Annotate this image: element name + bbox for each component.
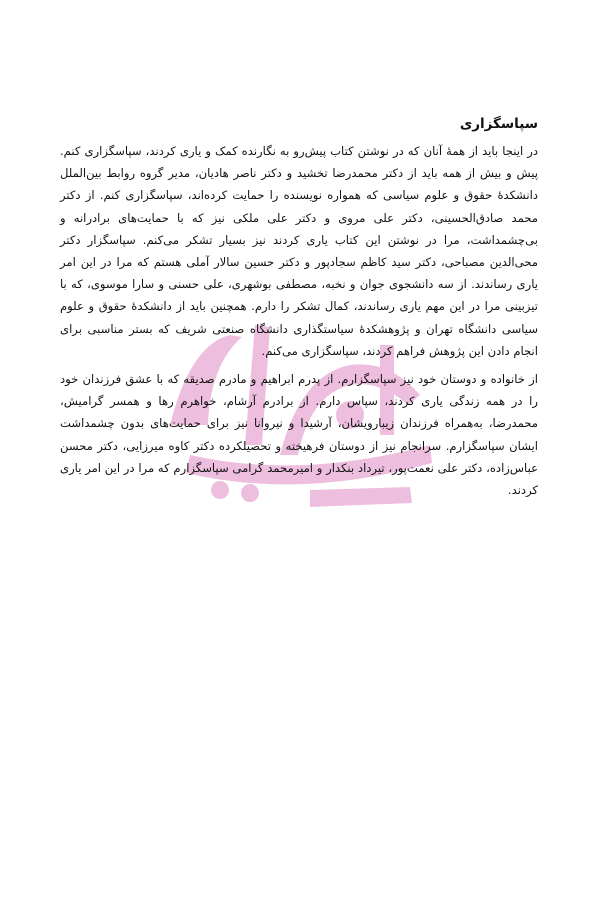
acknowledgements-section [60,114,538,507]
page-title: سپاسگزاری [459,116,538,132]
paragraph-1: در اینجا باید از همهٔ آنان که در نوشتن کتاب پیش‌رو به نگارنده کمک و یاری کردند، سپاسگزاری کنم. پیش و بیش از همه باید از دکتر محمدرضا تخشید و دکتر ناصر هادیان، مدیر گروه روابط بین‌الملل دانشکدهٔ حقوق و علوم سیاسی که همواره نویسنده را حمایت کرده‌اند، سپاسگزاری کنم. از دکتر محمد صادق‌الحسینی، دکتر علی مروی و دکتر علی ملکی نیز که با حمایت‌های برادرانه و بی‌چشمداشت، مرا در نوشتن این کتاب یاری کردند نیز بسیار تشکر می‌کنم. سپاسگزار دکتر محی‌الدین مصباحی، دکتر سید کاظم سجادپور و دکتر حسین سالار آملی هستم که مرا در این امر یاری رساندند. از سه دانشجوی جوان و نخبه، مصطفی بوشهری، علی حسنی و سارا موسوی، که با تیزبینی مرا در این مهم یاری رساندند، کمال تشکر را دارم. همچنین باید از دانشکدهٔ حقوق و علوم سیاسی دانشگاه تهران و پژوهشکدهٔ سیاستگذاری دانشگاه صنعتی شریف که بستر مناسبی برای انجام دادن این پژوهش فراهم کردند، سپاسگزاری می‌کنم. [60,144,538,358]
paragraph-2: از خانواده و دوستان خود نیز سپاسگزارم. از پدرم ابراهیم و مادرم صدیقه که با عشق فرزندان خود را در همه زندگی یاری کردند، سپاس دارم. از برادرم آرشام، خواهرم رها و همسر گرامیش، محمدرضا، به‌همراه فرزندان زیبارویشان، آرشیدا و نیروانا نیز برای حمایت‌های بدون چشمداشت ایشان سپاسگزارم. سرانجام نیز از دوستان فرهیخته و تحصیلکرده دکتر کاوه میرزایی، دکتر محسن عباس‌زاده، دکتر علی نعمت‌پور، تیرداد بنکدار و امیرمحمد گرامی سپاسگزارم که مرا در این امر یاری کردند. [60,372,538,498]
